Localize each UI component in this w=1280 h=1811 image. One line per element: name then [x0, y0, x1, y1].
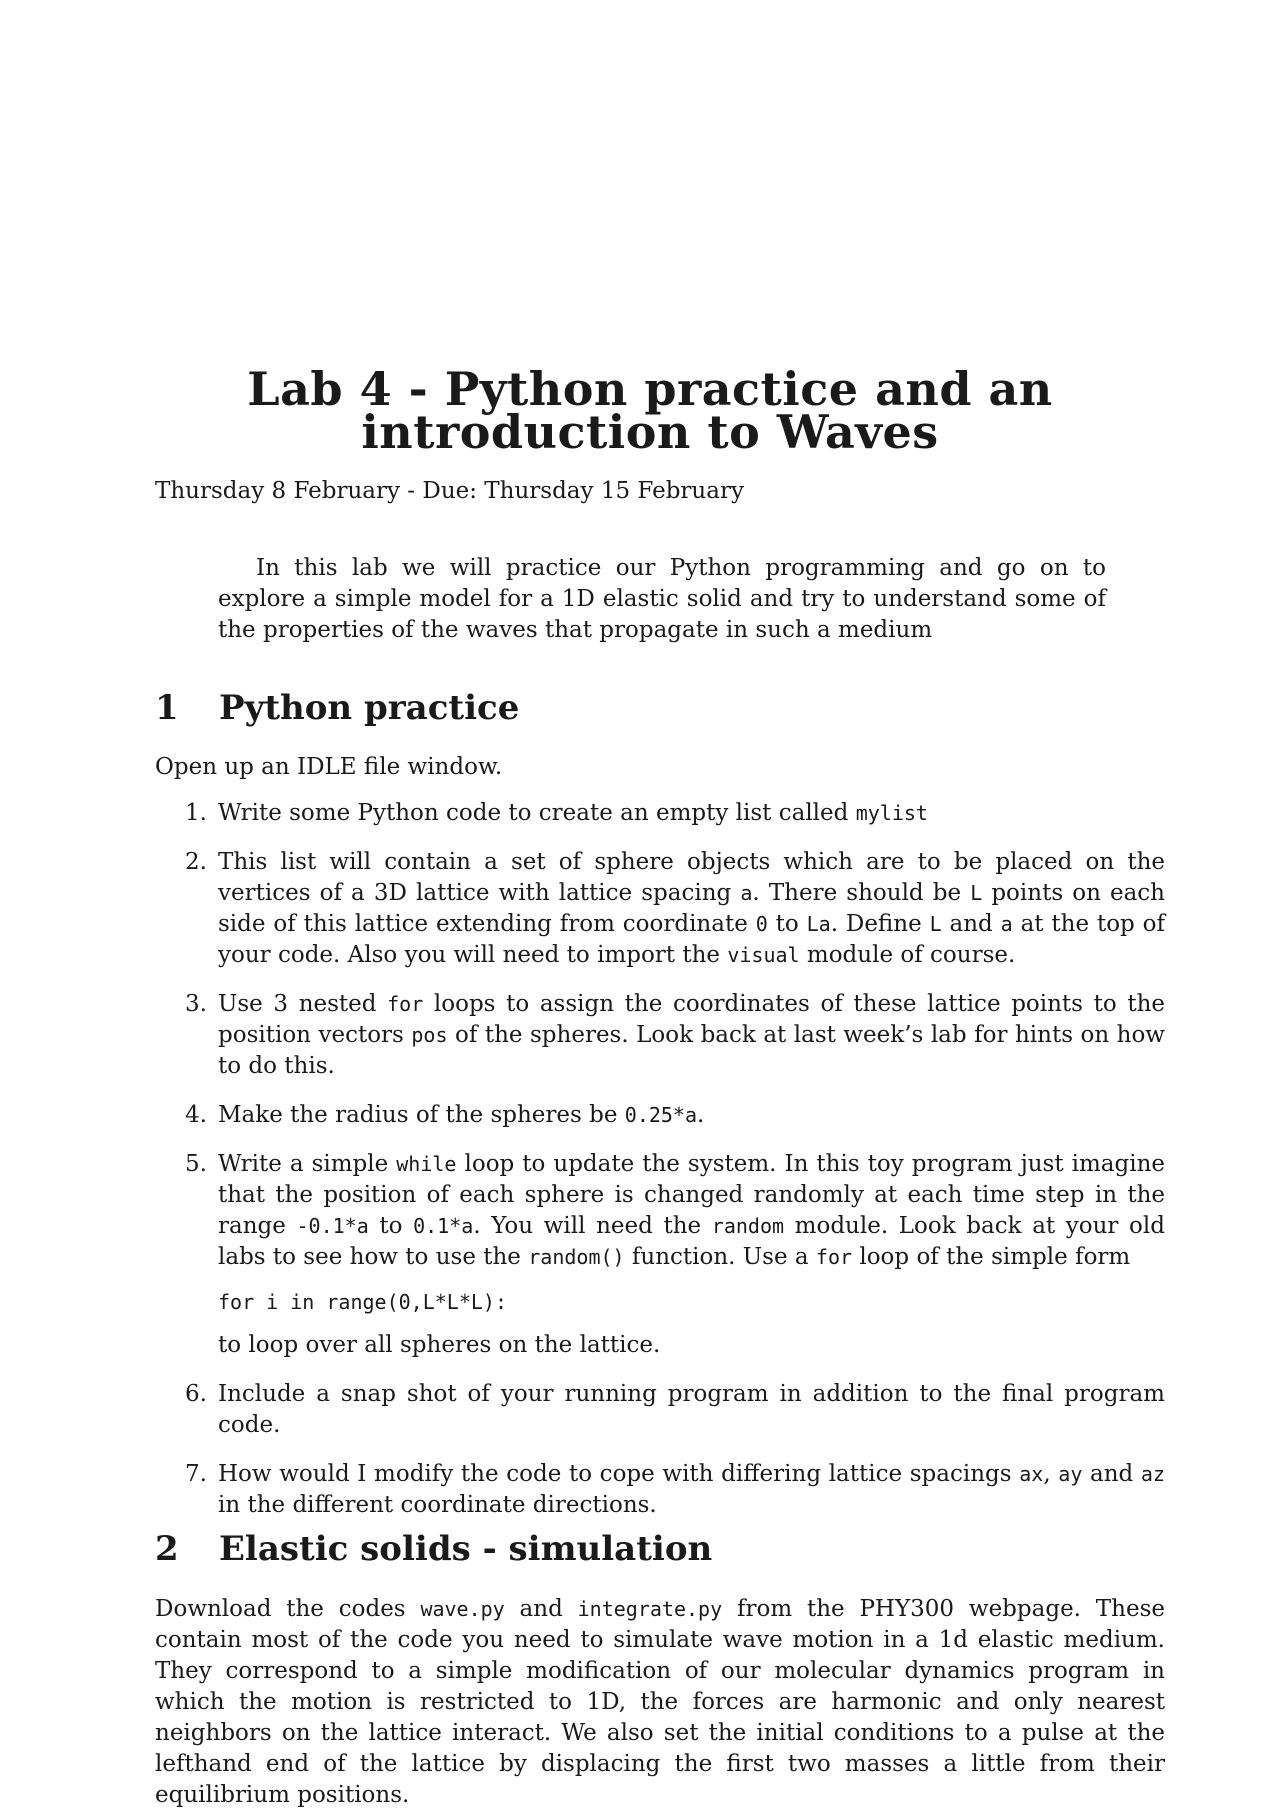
- section-1-intro: Open up an IDLE file window.: [155, 754, 503, 780]
- code-inline: mylist: [855, 801, 928, 825]
- code-inline: random(): [528, 1245, 625, 1269]
- list-item: 6. Include a snap shot of your running program in addition to the final program code.: [185, 1381, 1165, 1438]
- code-inline: random: [711, 1214, 785, 1238]
- list-item: 2. This list will contain a set of sphere objects which are to be placed on the vertices of a 3D lattice with lattice spacing a. There should be L points on each side of this lattice extending from coordinate 0 to La. Define L and a at the top of your code. Also you will need to import the visual module of course.: [185, 849, 1165, 968]
- code-inline: for: [815, 1245, 853, 1269]
- item-number: 4.: [185, 1102, 207, 1128]
- item-continuation: to loop over all spheres on the lattice.: [218, 1332, 661, 1358]
- section-2-paragraph: Download the codes wave.py and integrate.py from the PHY300 webpage. These contain most of the code you need to simulate wave motion in a 1d elastic medium. They correspond to a simple modification of our molecular dynamics program in which the motion is restricted to 1D, the forces are harmonic and only nearest neighbors on the lattice interact. We also set the initial conditions to a pulse at the lefthand end of the lattice by displacing the first two masses a little from their equilibrium positions.: [155, 1596, 1165, 1808]
- list-item: 4. Make the radius of the spheres be 0.25*a.: [155, 1100, 1165, 1131]
- section-number: 2: [155, 1529, 179, 1569]
- code-inline: 0: [755, 912, 768, 936]
- section-1-heading: [155, 688, 519, 728]
- code-inline: ax: [1019, 1462, 1044, 1486]
- code-inline: integrate.py: [577, 1597, 723, 1621]
- code-inline: ay: [1058, 1462, 1083, 1486]
- list-item: 3. Use 3 nested for loops to assign the coordinates of these lattice points to the position vectors pos of the spheres. Look back at last week’s lab for hints on how to do this.: [185, 991, 1165, 1079]
- code-inline: az: [1140, 1462, 1166, 1486]
- code-inline: while: [396, 1152, 457, 1176]
- section-title: Elastic solids - simulation: [219, 1529, 713, 1569]
- item-number: 7.: [185, 1461, 207, 1487]
- code-block: for i in range(0,L*L*L):: [218, 1290, 507, 1314]
- list-item: 7. How would I modify the code to cope with differing lattice spacings ax, ay and az in the different coordinate directions.: [185, 1461, 1166, 1518]
- code-inline: a: [1000, 912, 1013, 936]
- date-line: Thursday 8 February - Due: Thursday 15 February: [155, 478, 744, 504]
- item-number: 1.: [185, 800, 207, 826]
- code-inline: -0.1*a: [296, 1214, 369, 1238]
- list-item: 5. Write a simple while loop to update the system. In this toy program just imagine that the position of each sphere is changed randomly at each time step in the range -0.1*a to 0.1*a. You will need the random module. Look back at your old labs to see how to use the random() function. Use a for loop of the simple form for i in range(0,L*L*L): to loop over all spheres on the lattice.: [155, 1149, 1165, 1361]
- list-item: 1. Write some Python code to create an empty list called mylist: [155, 798, 1165, 829]
- code-inline: a: [740, 881, 753, 905]
- code-inline: L: [970, 881, 983, 905]
- document-title: Lab 4 - Python practice and an introduction to Waves: [247, 362, 1053, 459]
- item-number: 6.: [185, 1381, 207, 1407]
- section-number: 1: [155, 688, 179, 728]
- code-inline: pos: [411, 1023, 448, 1047]
- code-inline: wave.py: [420, 1597, 505, 1621]
- code-inline: 0.1*a: [413, 1214, 474, 1238]
- abstract: In this lab we will practice our Python programming and go on to explore a simple model for a 1D elastic solid and try to understand some of the properties of the waves that propagate in such a medium: [218, 555, 1106, 643]
- code-inline: visual: [727, 943, 800, 967]
- section-title: Python practice: [219, 688, 520, 728]
- item-number: 3.: [185, 991, 207, 1017]
- code-inline: L: [929, 912, 942, 936]
- section-2-heading: [155, 1529, 712, 1569]
- task-list: [155, 798, 1165, 1539]
- item-number: 5.: [185, 1151, 207, 1177]
- code-inline: 0.25*a: [624, 1103, 698, 1127]
- code-inline: La: [806, 912, 831, 936]
- item-number: 2.: [185, 849, 207, 875]
- code-inline: for: [387, 992, 424, 1016]
